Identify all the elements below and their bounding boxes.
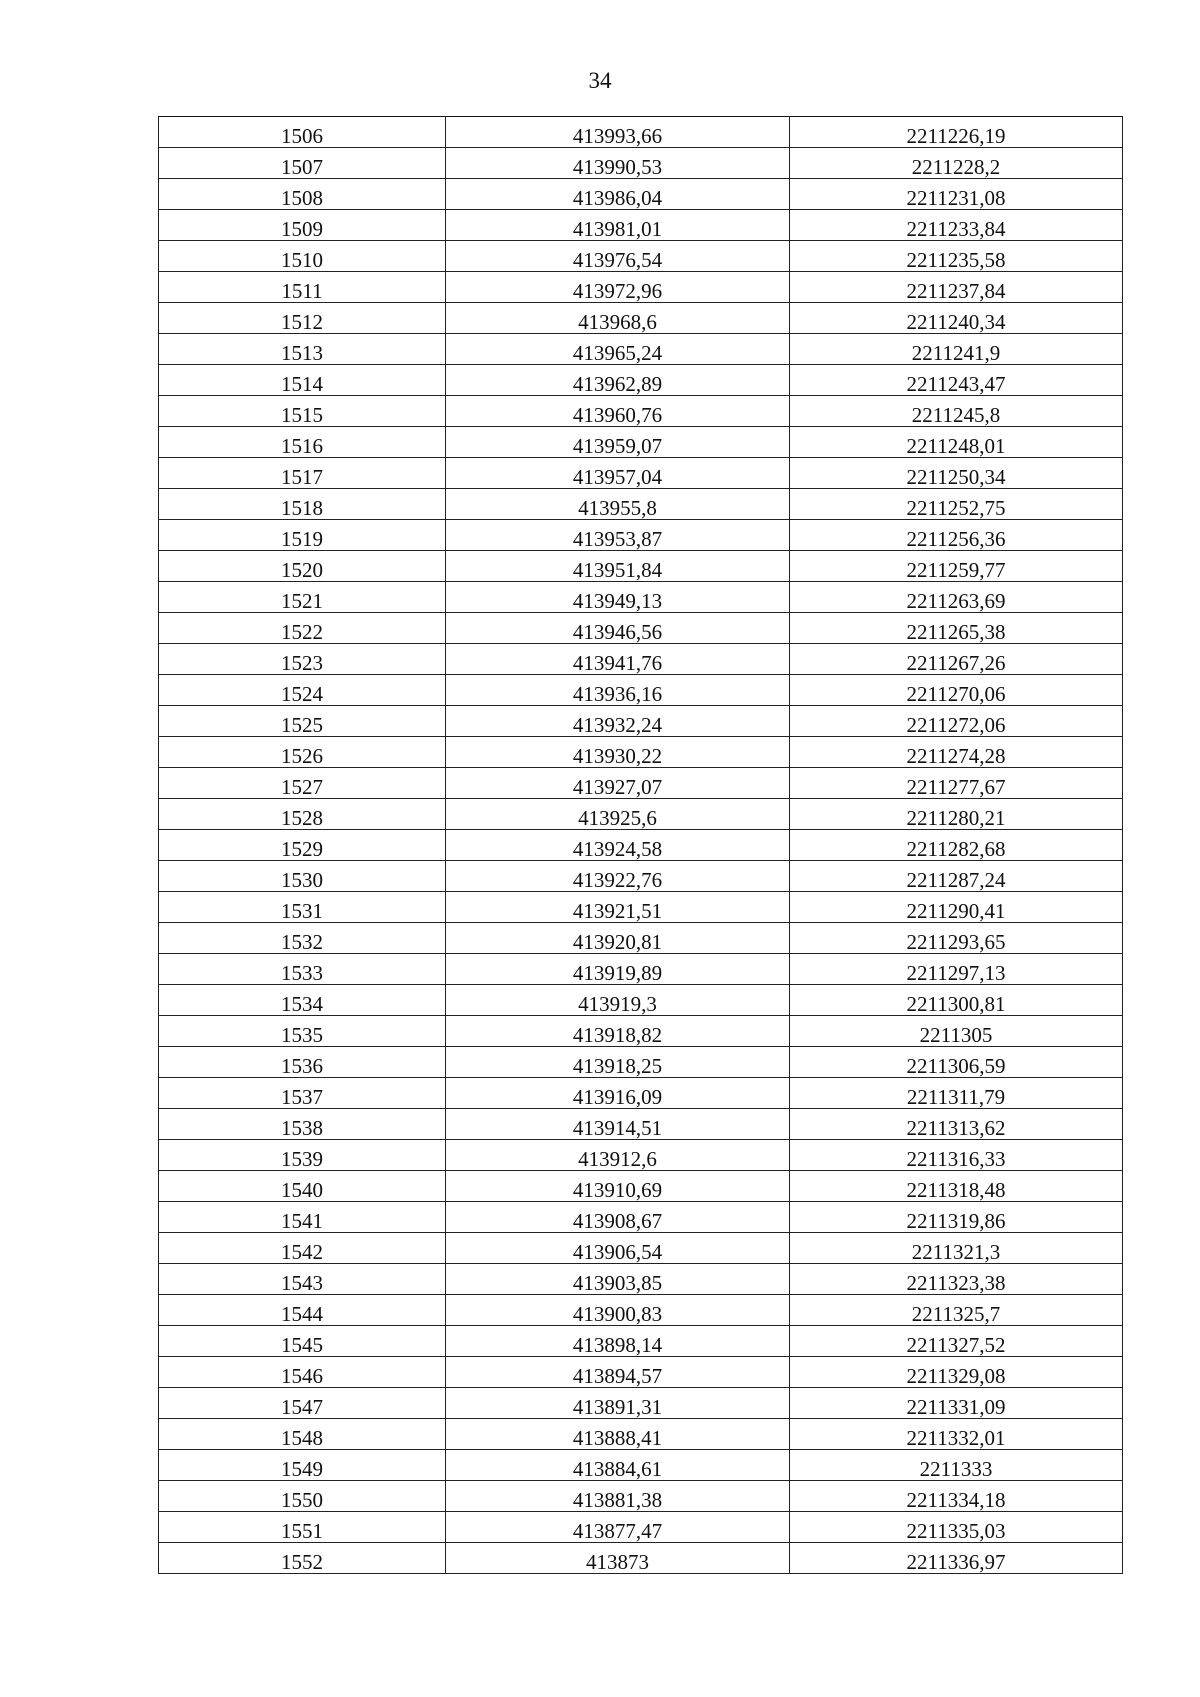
x-coordinate-cell: 413968,6 (446, 303, 790, 334)
table-row (159, 830, 1123, 861)
point-number-cell: 1530 (159, 861, 446, 892)
x-coordinate-cell: 413898,14 (446, 1326, 790, 1357)
point-number-cell: 1548 (159, 1419, 446, 1450)
y-coordinate-cell: 2211235,58 (790, 241, 1123, 272)
table-row (159, 1016, 1123, 1047)
x-coordinate-cell: 413894,57 (446, 1357, 790, 1388)
point-number-cell: 1525 (159, 706, 446, 737)
table-row (159, 1295, 1123, 1326)
y-coordinate-cell: 2211332,01 (790, 1419, 1123, 1450)
point-number-cell: 1518 (159, 489, 446, 520)
point-number-cell: 1507 (159, 148, 446, 179)
x-coordinate-cell: 413972,96 (446, 272, 790, 303)
x-coordinate-cell: 413910,69 (446, 1171, 790, 1202)
point-number-cell: 1523 (159, 644, 446, 675)
table-row (159, 241, 1123, 272)
x-coordinate-cell: 413921,51 (446, 892, 790, 923)
y-coordinate-cell: 2211329,08 (790, 1357, 1123, 1388)
x-coordinate-cell: 413918,82 (446, 1016, 790, 1047)
table-row (159, 489, 1123, 520)
point-number-cell: 1550 (159, 1481, 446, 1512)
table-row (159, 582, 1123, 613)
y-coordinate-cell: 2211237,84 (790, 272, 1123, 303)
table-row (159, 427, 1123, 458)
y-coordinate-cell: 2211316,33 (790, 1140, 1123, 1171)
x-coordinate-cell: 413955,8 (446, 489, 790, 520)
table-row (159, 985, 1123, 1016)
x-coordinate-cell: 413919,3 (446, 985, 790, 1016)
y-coordinate-cell: 2211293,65 (790, 923, 1123, 954)
y-coordinate-cell: 2211267,26 (790, 644, 1123, 675)
y-coordinate-cell: 2211319,86 (790, 1202, 1123, 1233)
x-coordinate-cell: 413990,53 (446, 148, 790, 179)
y-coordinate-cell: 2211250,34 (790, 458, 1123, 489)
table-row (159, 737, 1123, 768)
table-row (159, 272, 1123, 303)
table-row (159, 1450, 1123, 1481)
table-row (159, 706, 1123, 737)
x-coordinate-cell: 413941,76 (446, 644, 790, 675)
y-coordinate-cell: 2211333 (790, 1450, 1123, 1481)
table-row (159, 179, 1123, 210)
point-number-cell: 1522 (159, 613, 446, 644)
table-row (159, 892, 1123, 923)
point-number-cell: 1533 (159, 954, 446, 985)
x-coordinate-cell: 413918,25 (446, 1047, 790, 1078)
y-coordinate-cell: 2211226,19 (790, 117, 1123, 148)
point-number-cell: 1529 (159, 830, 446, 861)
table-row (159, 1109, 1123, 1140)
table-row (159, 1543, 1123, 1574)
y-coordinate-cell: 2211228,2 (790, 148, 1123, 179)
point-number-cell: 1531 (159, 892, 446, 923)
y-coordinate-cell: 2211277,67 (790, 768, 1123, 799)
x-coordinate-cell: 413877,47 (446, 1512, 790, 1543)
y-coordinate-cell: 2211311,79 (790, 1078, 1123, 1109)
table-row (159, 954, 1123, 985)
x-coordinate-cell: 413919,89 (446, 954, 790, 985)
x-coordinate-cell: 413976,54 (446, 241, 790, 272)
table-row (159, 768, 1123, 799)
table-row (159, 1512, 1123, 1543)
table-row (159, 861, 1123, 892)
x-coordinate-cell: 413965,24 (446, 334, 790, 365)
table-row (159, 1202, 1123, 1233)
y-coordinate-cell: 2211290,41 (790, 892, 1123, 923)
table-row (159, 334, 1123, 365)
x-coordinate-cell: 413946,56 (446, 613, 790, 644)
y-coordinate-cell: 2211270,06 (790, 675, 1123, 706)
table-row (159, 675, 1123, 706)
point-number-cell: 1517 (159, 458, 446, 489)
x-coordinate-cell: 413924,58 (446, 830, 790, 861)
y-coordinate-cell: 2211243,47 (790, 365, 1123, 396)
table-row (159, 1388, 1123, 1419)
point-number-cell: 1541 (159, 1202, 446, 1233)
y-coordinate-cell: 2211263,69 (790, 582, 1123, 613)
point-number-cell: 1535 (159, 1016, 446, 1047)
point-number-cell: 1545 (159, 1326, 446, 1357)
x-coordinate-cell: 413888,41 (446, 1419, 790, 1450)
x-coordinate-cell: 413936,16 (446, 675, 790, 706)
table-row (159, 1264, 1123, 1295)
point-number-cell: 1552 (159, 1543, 446, 1574)
point-number-cell: 1538 (159, 1109, 446, 1140)
table-row (159, 1326, 1123, 1357)
y-coordinate-cell: 2211252,75 (790, 489, 1123, 520)
point-number-cell: 1527 (159, 768, 446, 799)
y-coordinate-cell: 2211241,9 (790, 334, 1123, 365)
y-coordinate-cell: 2211313,62 (790, 1109, 1123, 1140)
coordinates-table (158, 116, 1123, 1574)
table-row (159, 799, 1123, 830)
coordinates-table-body (159, 117, 1123, 1574)
y-coordinate-cell: 2211318,48 (790, 1171, 1123, 1202)
point-number-cell: 1536 (159, 1047, 446, 1078)
table-row (159, 458, 1123, 489)
x-coordinate-cell: 413914,51 (446, 1109, 790, 1140)
x-coordinate-cell: 413951,84 (446, 551, 790, 582)
table-row (159, 1419, 1123, 1450)
x-coordinate-cell: 413922,76 (446, 861, 790, 892)
x-coordinate-cell: 413930,22 (446, 737, 790, 768)
point-number-cell: 1540 (159, 1171, 446, 1202)
y-coordinate-cell: 2211321,3 (790, 1233, 1123, 1264)
point-number-cell: 1549 (159, 1450, 446, 1481)
x-coordinate-cell: 413906,54 (446, 1233, 790, 1264)
y-coordinate-cell: 2211325,7 (790, 1295, 1123, 1326)
x-coordinate-cell: 413962,89 (446, 365, 790, 396)
point-number-cell: 1512 (159, 303, 446, 334)
point-number-cell: 1528 (159, 799, 446, 830)
table-row (159, 396, 1123, 427)
y-coordinate-cell: 2211274,28 (790, 737, 1123, 768)
table-row (159, 1171, 1123, 1202)
y-coordinate-cell: 2211305 (790, 1016, 1123, 1047)
y-coordinate-cell: 2211272,06 (790, 706, 1123, 737)
point-number-cell: 1543 (159, 1264, 446, 1295)
point-number-cell: 1516 (159, 427, 446, 458)
x-coordinate-cell: 413881,38 (446, 1481, 790, 1512)
y-coordinate-cell: 2211280,21 (790, 799, 1123, 830)
y-coordinate-cell: 2211256,36 (790, 520, 1123, 551)
x-coordinate-cell: 413927,07 (446, 768, 790, 799)
point-number-cell: 1544 (159, 1295, 446, 1326)
x-coordinate-cell: 413953,87 (446, 520, 790, 551)
point-number-cell: 1547 (159, 1388, 446, 1419)
table-row (159, 210, 1123, 241)
x-coordinate-cell: 413908,67 (446, 1202, 790, 1233)
y-coordinate-cell: 2211300,81 (790, 985, 1123, 1016)
table-row (159, 644, 1123, 675)
point-number-cell: 1506 (159, 117, 446, 148)
point-number-cell: 1515 (159, 396, 446, 427)
x-coordinate-cell: 413920,81 (446, 923, 790, 954)
point-number-cell: 1551 (159, 1512, 446, 1543)
table-row (159, 148, 1123, 179)
point-number-cell: 1534 (159, 985, 446, 1016)
table-row (159, 551, 1123, 582)
x-coordinate-cell: 413932,24 (446, 706, 790, 737)
x-coordinate-cell: 413916,09 (446, 1078, 790, 1109)
point-number-cell: 1508 (159, 179, 446, 210)
y-coordinate-cell: 2211287,24 (790, 861, 1123, 892)
table-row (159, 1078, 1123, 1109)
y-coordinate-cell: 2211334,18 (790, 1481, 1123, 1512)
point-number-cell: 1513 (159, 334, 446, 365)
y-coordinate-cell: 2211297,13 (790, 954, 1123, 985)
x-coordinate-cell: 413949,13 (446, 582, 790, 613)
point-number-cell: 1520 (159, 551, 446, 582)
table-row (159, 613, 1123, 644)
table-row (159, 1481, 1123, 1512)
point-number-cell: 1514 (159, 365, 446, 396)
table-row (159, 117, 1123, 148)
table-row (159, 365, 1123, 396)
point-number-cell: 1521 (159, 582, 446, 613)
x-coordinate-cell: 413981,01 (446, 210, 790, 241)
table-row (159, 303, 1123, 334)
y-coordinate-cell: 2211231,08 (790, 179, 1123, 210)
point-number-cell: 1524 (159, 675, 446, 706)
x-coordinate-cell: 413891,31 (446, 1388, 790, 1419)
point-number-cell: 1526 (159, 737, 446, 768)
y-coordinate-cell: 2211240,34 (790, 303, 1123, 334)
x-coordinate-cell: 413884,61 (446, 1450, 790, 1481)
point-number-cell: 1546 (159, 1357, 446, 1388)
y-coordinate-cell: 2211259,77 (790, 551, 1123, 582)
table-row (159, 1140, 1123, 1171)
x-coordinate-cell: 413912,6 (446, 1140, 790, 1171)
y-coordinate-cell: 2211327,52 (790, 1326, 1123, 1357)
table-row (159, 1233, 1123, 1264)
x-coordinate-cell: 413993,66 (446, 117, 790, 148)
table-row (159, 923, 1123, 954)
table-row (159, 1047, 1123, 1078)
y-coordinate-cell: 2211306,59 (790, 1047, 1123, 1078)
x-coordinate-cell: 413959,07 (446, 427, 790, 458)
x-coordinate-cell: 413986,04 (446, 179, 790, 210)
point-number-cell: 1510 (159, 241, 446, 272)
y-coordinate-cell: 2211233,84 (790, 210, 1123, 241)
point-number-cell: 1537 (159, 1078, 446, 1109)
point-number-cell: 1542 (159, 1233, 446, 1264)
y-coordinate-cell: 2211282,68 (790, 830, 1123, 861)
point-number-cell: 1519 (159, 520, 446, 551)
page-number: 34 (588, 68, 612, 93)
y-coordinate-cell: 2211331,09 (790, 1388, 1123, 1419)
point-number-cell: 1539 (159, 1140, 446, 1171)
y-coordinate-cell: 2211265,38 (790, 613, 1123, 644)
x-coordinate-cell: 413903,85 (446, 1264, 790, 1295)
x-coordinate-cell: 413957,04 (446, 458, 790, 489)
point-number-cell: 1532 (159, 923, 446, 954)
y-coordinate-cell: 2211336,97 (790, 1543, 1123, 1574)
table-row (159, 1357, 1123, 1388)
point-number-cell: 1509 (159, 210, 446, 241)
x-coordinate-cell: 413873 (446, 1543, 790, 1574)
y-coordinate-cell: 2211245,8 (790, 396, 1123, 427)
x-coordinate-cell: 413960,76 (446, 396, 790, 427)
y-coordinate-cell: 2211323,38 (790, 1264, 1123, 1295)
x-coordinate-cell: 413925,6 (446, 799, 790, 830)
y-coordinate-cell: 2211335,03 (790, 1512, 1123, 1543)
table-row (159, 520, 1123, 551)
y-coordinate-cell: 2211248,01 (790, 427, 1123, 458)
point-number-cell: 1511 (159, 272, 446, 303)
x-coordinate-cell: 413900,83 (446, 1295, 790, 1326)
